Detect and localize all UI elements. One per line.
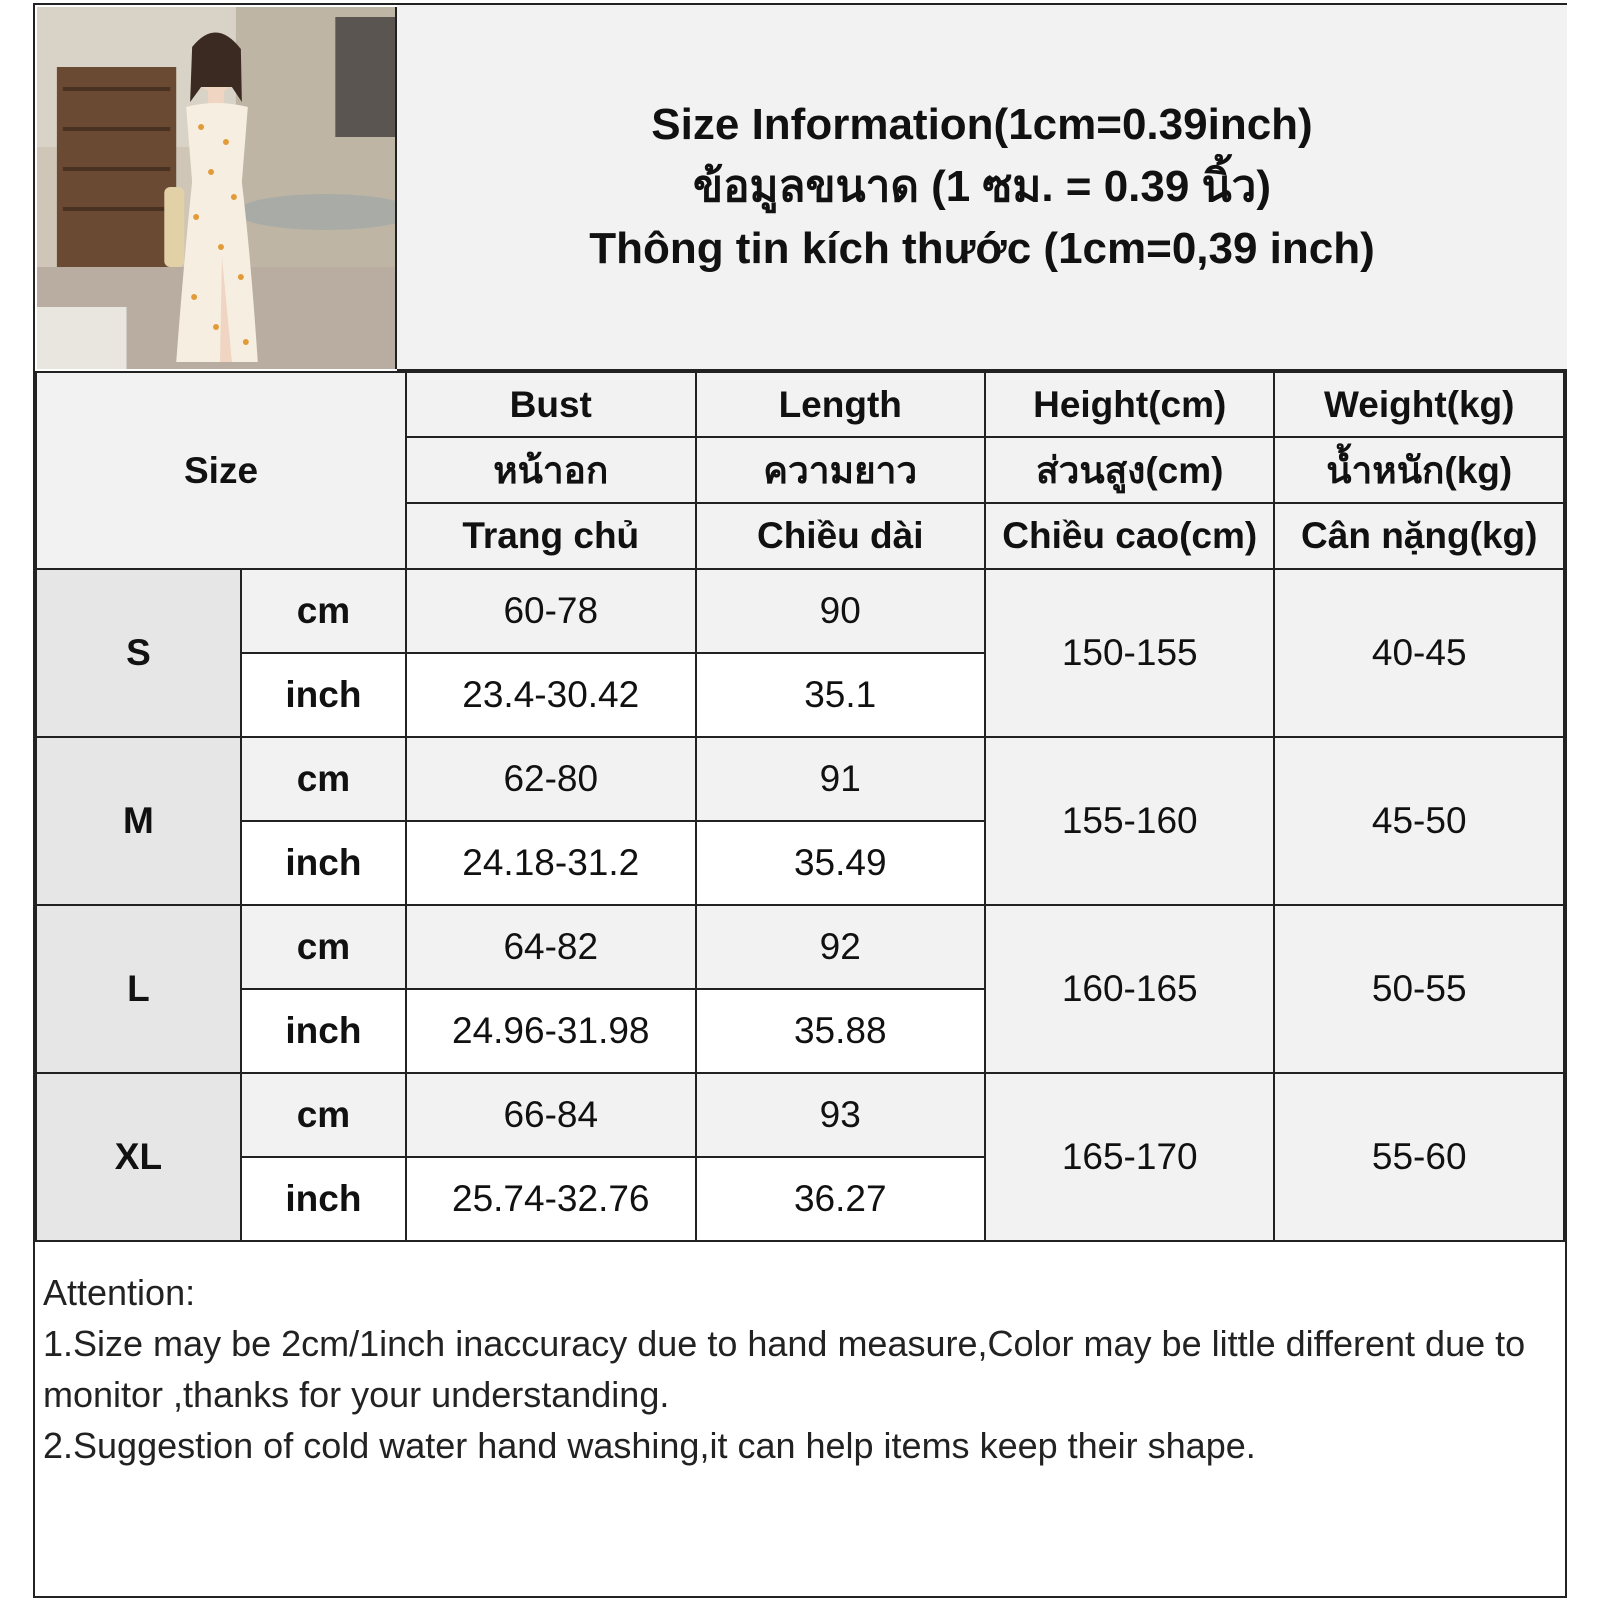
weight-header-en: Weight(kg)	[1274, 372, 1564, 437]
bust-cm-cell: 66-84	[406, 1073, 695, 1157]
unit-cm: cm	[241, 1073, 406, 1157]
attention-note-2: 2.Suggestion of cold water hand washing,it can help items keep their shape.	[43, 1425, 1256, 1466]
unit-cm: cm	[241, 737, 406, 821]
length-cm-cell: 93	[696, 1073, 985, 1157]
size-table	[35, 371, 1565, 1242]
height-cell: 160-165	[985, 905, 1274, 1073]
unit-inch: inch	[241, 653, 406, 737]
length-header-en: Length	[696, 372, 985, 437]
size-label: L	[36, 905, 241, 1073]
length-header-th: ความยาว	[696, 437, 985, 503]
weight-cell: 45-50	[1274, 737, 1564, 905]
title-thai: ข้อมูลขนาด (1 ซม. = 0.39 นิ้ว)	[692, 162, 1271, 211]
bust-inch-cell: 25.74-32.76	[406, 1157, 695, 1241]
bust-inch-cell: 24.18-31.2	[406, 821, 695, 905]
size-label: M	[36, 737, 241, 905]
attention-note-1: 1.Size may be 2cm/1inch inaccuracy due to hand measure,Color may be little different due to monitor ,thanks for your understanding.	[43, 1323, 1526, 1415]
weight-cell: 40-45	[1274, 569, 1564, 737]
model-photo-icon	[37, 7, 395, 369]
length-cm-cell: 90	[696, 569, 985, 653]
product-photo	[37, 7, 397, 369]
height-cell: 165-170	[985, 1073, 1274, 1241]
length-header-vi: Chiều dài	[696, 503, 985, 569]
height-cell: 150-155	[985, 569, 1274, 737]
weight-header-th: น้ำหนัก(kg)	[1274, 437, 1564, 503]
size-label: S	[36, 569, 241, 737]
height-cell: 155-160	[985, 737, 1274, 905]
weight-header-vi: Cân nặng(kg)	[1274, 503, 1564, 569]
length-cm-cell: 92	[696, 905, 985, 989]
attention-notes	[43, 1267, 1553, 1471]
length-inch-cell: 36.27	[696, 1157, 985, 1241]
height-header-vi: Chiều cao(cm)	[985, 503, 1274, 569]
title-english: Size Information(1cm=0.39inch)	[651, 100, 1313, 149]
length-inch-cell: 35.49	[696, 821, 985, 905]
attention-heading: Attention:	[43, 1272, 196, 1313]
unit-inch: inch	[241, 1157, 406, 1241]
bust-cm-cell: 62-80	[406, 737, 695, 821]
bust-inch-cell: 23.4-30.42	[406, 653, 695, 737]
weight-cell: 50-55	[1274, 905, 1564, 1073]
unit-inch: inch	[241, 989, 406, 1073]
bust-header-th: หน้าอก	[406, 437, 695, 503]
length-cm-cell: 91	[696, 737, 985, 821]
bust-header-en: Bust	[406, 372, 695, 437]
size-information-title	[397, 5, 1567, 371]
title-vietnamese: Thông tin kích thước (1cm=0,39 inch)	[589, 224, 1375, 273]
size-chart	[33, 3, 1567, 1598]
bust-cm-cell: 64-82	[406, 905, 695, 989]
length-inch-cell: 35.88	[696, 989, 985, 1073]
weight-cell: 55-60	[1274, 1073, 1564, 1241]
height-header-en: Height(cm)	[985, 372, 1274, 437]
bust-cm-cell: 60-78	[406, 569, 695, 653]
bust-header-vi: Trang chủ	[406, 503, 695, 569]
unit-cm: cm	[241, 905, 406, 989]
size-column-header: Size	[36, 372, 406, 569]
unit-cm: cm	[241, 569, 406, 653]
unit-inch: inch	[241, 821, 406, 905]
height-header-th: ส่วนสูง(cm)	[985, 437, 1274, 503]
length-inch-cell: 35.1	[696, 653, 985, 737]
bust-inch-cell: 24.96-31.98	[406, 989, 695, 1073]
size-label: XL	[36, 1073, 241, 1241]
